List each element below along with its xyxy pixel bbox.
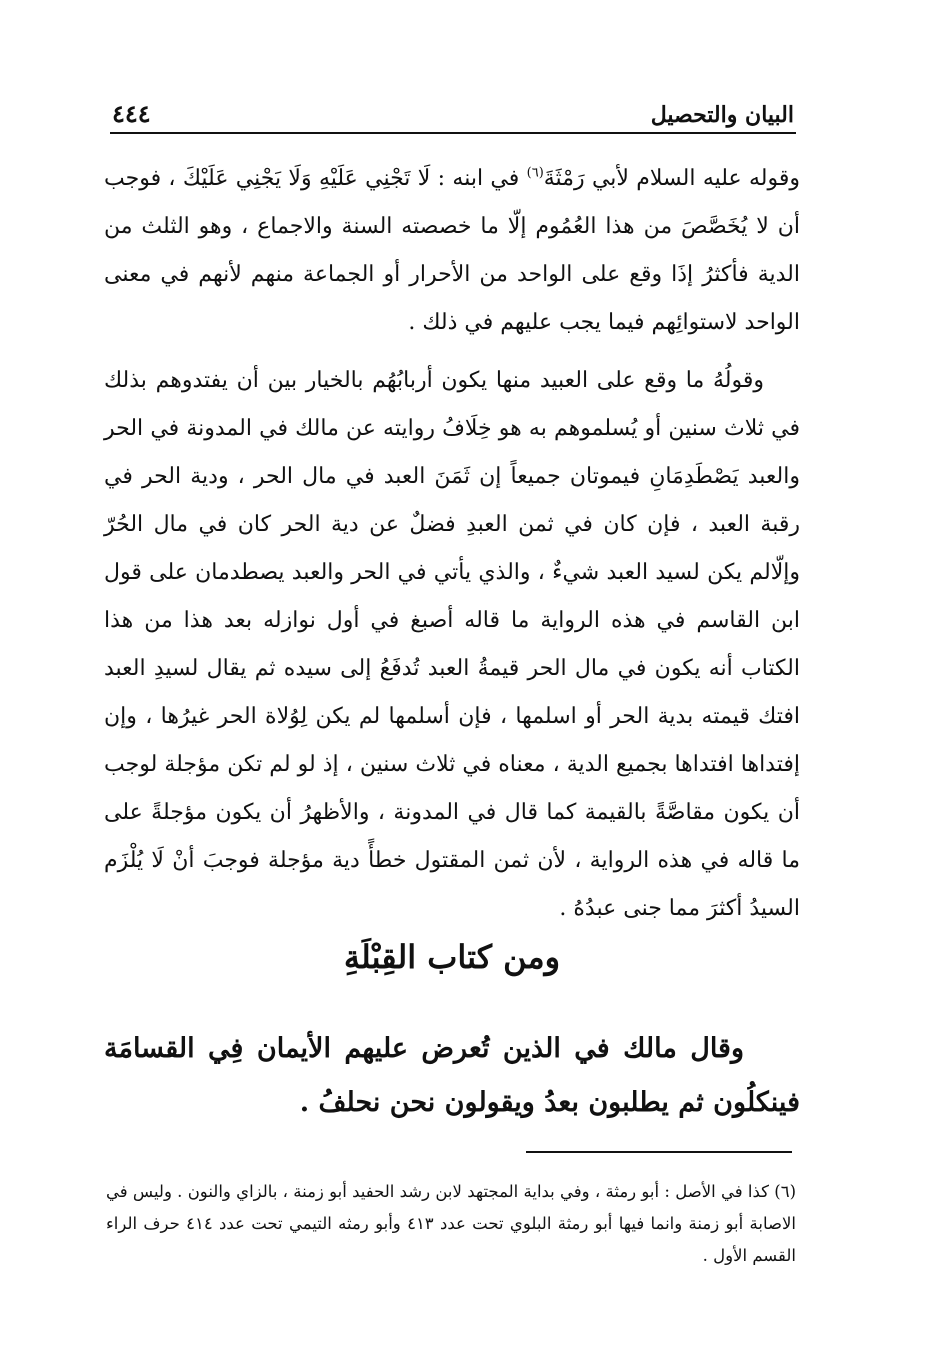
paragraph-2: وقولُهُ ما وقع على العبيد منها يكون أربابُهُم بالخيار بين أن يفتدوهم بذلك في ثلاث سنين أو يُسلموهم به هو خِلَافُ روايته عن مالك في المدونة في الحر والعبد يَصْطَدِمَانِ فيموتان جميعاً إن ثَمَنَ العبد في مال الحر ، ودية الحر في رقبة العبد ، فإن كان في ثمن العبدِ فضلٌ عن دية الحر كان في مال الحُرّ وإلّالم يكن لسيد العبد شيءٌ ، والذي يأتي في الحر والعبد يصطدمان على قول ابن القاسم في هذه الرواية ما قاله أصبغ في أول نوازله بعد هذا من هذا الكتاب أنه يكون في مال الحر قيمةُ العبد تُدفَعُ إلى سيده ثم يقال لسيدِ العبد افتك قيمته بدية الحر أو اسلمها ، فإن أسلمها لم يكن لِوُلاة الحر غيرُها ، وإن إفتداها افتداها بجميع الدية ، معناه في ثلاث سنين ، إذ لو لم تكن مؤجلة لوجب أن يكون مقاصَّةً بالقيمة كما قال في المدونة ، والأظهرُ أن يكون مؤجلةً على ما قاله في هذه الرواية ، لأن ثمن المقتول خطأً دية مؤجلة فوجبَ أنْ لَا يُلْزَم السيدُ أكثرَ مما جنى عبدُهُ . <box>104 368 800 921</box>
paragraph-1-rest: في ابنه : لَا تَجْنِي عَلَيْهِ وَلَا يَجْنِي عَلَيْكَ ، فوجب أن لا يُخَصَّصَ من هذا العُمُوم إلّا ما خصصته السنة والاجماع ، وهو الثلث من الدية فأكثرُ إذَا وقع على الواحد من الأحرار أو الجماعة منهم لأنهم في معنى الواحد لاستوائِهم فيما يجب عليهم في ذلك . <box>104 166 800 335</box>
footnote-reference[interactable]: (٦) <box>526 165 544 181</box>
question-block <box>104 1022 800 1130</box>
page-number: ٤٤٤ <box>112 99 151 128</box>
question-text: وقال مالك في الذين تُعرض عليهم الأيمان فِي القسامَة فينكلُون ثم يطلبون بعدُ ويقولون نحن نحلفُ . <box>104 1033 800 1118</box>
paragraph-1-start: وقوله عليه السلام لأبي رَمْثَةَ <box>543 166 801 191</box>
running-header <box>112 94 794 128</box>
footnote-text: (٦) كذا في الأصل : أبو رمثة ، وفي بداية المجتهد لابن رشد الحفيد أبو زمنة ، بالزاي والنون . وليس في الاصابة أبو زمنة وانما فيها أبو رمثة البلوي تحت عدد ٤١٣ وأبو رمثه التيمي تحت عدد ٤١٤ حرف الراء القسم الأول . <box>106 1182 796 1265</box>
book-title: البيان والتحصيل <box>650 102 794 128</box>
section-heading: ومن كتاب القِبْلَةِ <box>343 938 561 976</box>
footnote <box>106 1176 796 1272</box>
footnote-separator <box>526 1151 792 1153</box>
main-text <box>104 155 800 933</box>
header-rule <box>110 132 796 134</box>
paragraph-1 <box>104 155 800 347</box>
